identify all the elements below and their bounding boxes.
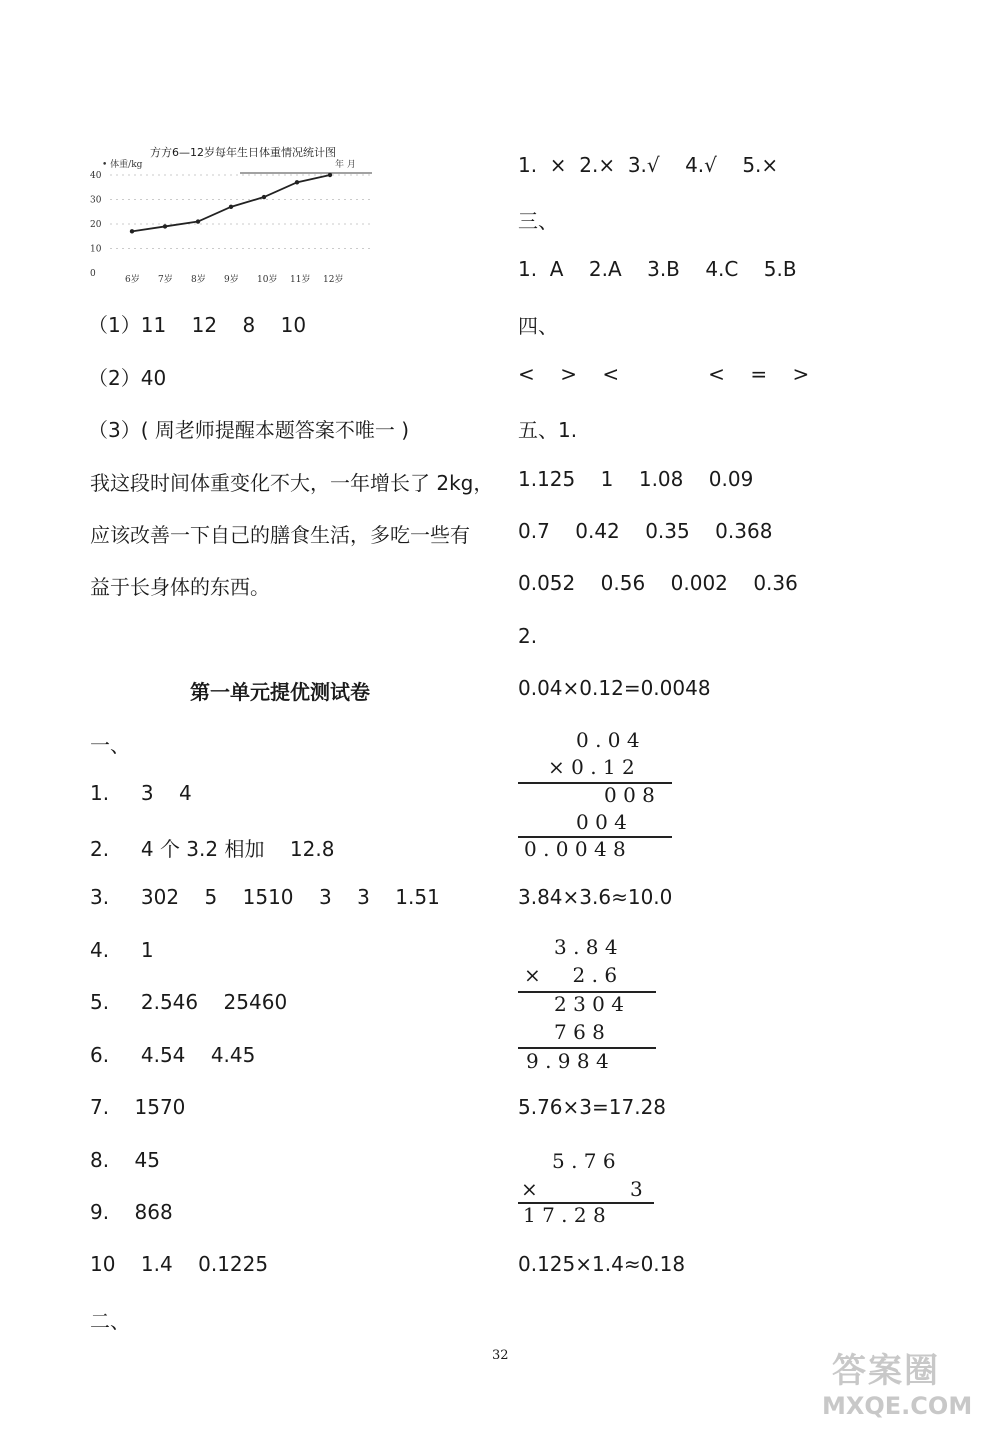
section-one-heading: 一、 [90,733,130,757]
weight-line-chart [80,155,400,290]
answer-q3: （3）( 周老师提醒本题答案不唯一 ) [88,418,410,442]
vcalc2-result: 9 . 9 8 4 [526,1049,609,1073]
answer-5: 5. 2.546 25460 [90,990,288,1014]
data-point [328,173,332,177]
answer-3: 3. 302 5 1510 3 3 1.51 [90,885,440,909]
vcalc2-line3: 2 3 0 4 [554,992,624,1016]
vcalc2-line2: × 2 . 6 [524,963,618,987]
page-number: 32 [492,1348,509,1363]
x-tick-label: 10岁 [257,275,278,285]
calc-row-1: 1.125 1 1.08 0.09 [518,467,754,491]
data-point [130,229,134,233]
x-tick-label: 7岁 [158,275,173,285]
data-point [229,205,233,209]
data-point [196,219,200,223]
y-tick-label: 0 [90,269,96,279]
equation-4: 0.125×1.4≈0.18 [518,1252,686,1276]
x-tick-label: 11岁 [290,275,311,285]
paragraph-line-1: 我这段时间体重变化不大，一年增长了 2kg， [90,471,494,495]
answer-1: 1. 3 4 [90,781,192,805]
vcalc1-line3: 0 0 8 [604,783,655,807]
y-tick-label: 10 [90,244,102,255]
data-point [262,195,266,199]
calc-row-2: 0.7 0.42 0.35 0.368 [518,519,773,543]
watermark-logo: 答案圈 [832,1351,940,1391]
y-tick-label: 40 [90,171,102,181]
answer-4: 4. 1 [90,938,154,962]
vcalc3-result: 1 7 . 2 8 [523,1203,606,1227]
y-tick-label: 20 [90,220,102,230]
unit-test-title: 第一单元提优测试卷 [190,680,370,704]
data-point [163,224,167,228]
vcalc3-multiplier: 3 [630,1177,643,1201]
calc-row-3: 0.052 0.56 0.002 0.36 [518,571,798,595]
watermark-url: MXQE.COM [822,1392,973,1420]
vcalc2-line1: 3 . 8 4 [554,935,618,959]
equation-2: 3.84×3.6≈10.0 [518,885,673,909]
legend-label: 年 月 [335,160,356,170]
judgement-answers: 1. × 2.× 3.√ 4.√ 5.× [518,153,779,177]
answer-2: 2. 4 个 3.2 相加 12.8 [90,837,335,861]
y-tick-label: 30 [90,195,102,206]
x-tick-label: 8岁 [191,275,206,285]
vcalc1-result: 0 . 0 0 4 8 [524,837,626,861]
x-tick-label: 9岁 [224,275,239,285]
answer-q1: （1）11 12 8 10 [88,313,307,337]
section-four-heading: 四、 [518,314,558,338]
answer-9: 9. 868 [90,1200,173,1224]
vcalc3-line1: 5 . 7 6 [552,1149,616,1173]
x-tick-label: 12岁 [323,275,344,285]
vcalc2-line4: 7 6 8 [554,1020,605,1044]
equation-3: 5.76×3=17.28 [518,1095,667,1119]
data-point [295,180,299,184]
y-axis-label: • 体重/kg [102,160,143,170]
choice-answers: 1. A 2.A 3.B 4.C 5.B [518,257,797,281]
answer-7: 7. 1570 [90,1095,186,1119]
x-tick-label: 6岁 [125,275,140,285]
chart-title: 方方6—12岁每年生日体重情况统计图 [150,146,336,159]
part-two-label: 2. [518,624,538,648]
paragraph-line-2: 应该改善一下自己的膳食生活，多吃一些有 [90,523,470,547]
section-two-heading: 二、 [90,1309,130,1333]
answer-6: 6. 4.54 4.45 [90,1043,256,1067]
answer-8: 8. 45 [90,1148,160,1172]
paragraph-line-3: 益于长身体的东西。 [90,575,270,599]
vcalc1-line4: 0 0 4 [576,810,627,834]
answer-q2: （2）40 [88,366,167,390]
vcalc1-line1: 0 . 0 4 [576,728,640,752]
vcalc3-times: × [521,1177,538,1201]
answer-10: 10 1.4 0.1225 [90,1252,269,1276]
section-three-heading: 三、 [518,209,558,233]
series-line [132,175,330,231]
vcalc1-line2: × 0 . 1 2 [548,755,635,779]
equation-1: 0.04×0.12=0.0048 [518,676,711,700]
comparison-answers: < > < < = > [518,362,810,386]
section-five-heading: 五、1. [518,418,578,442]
